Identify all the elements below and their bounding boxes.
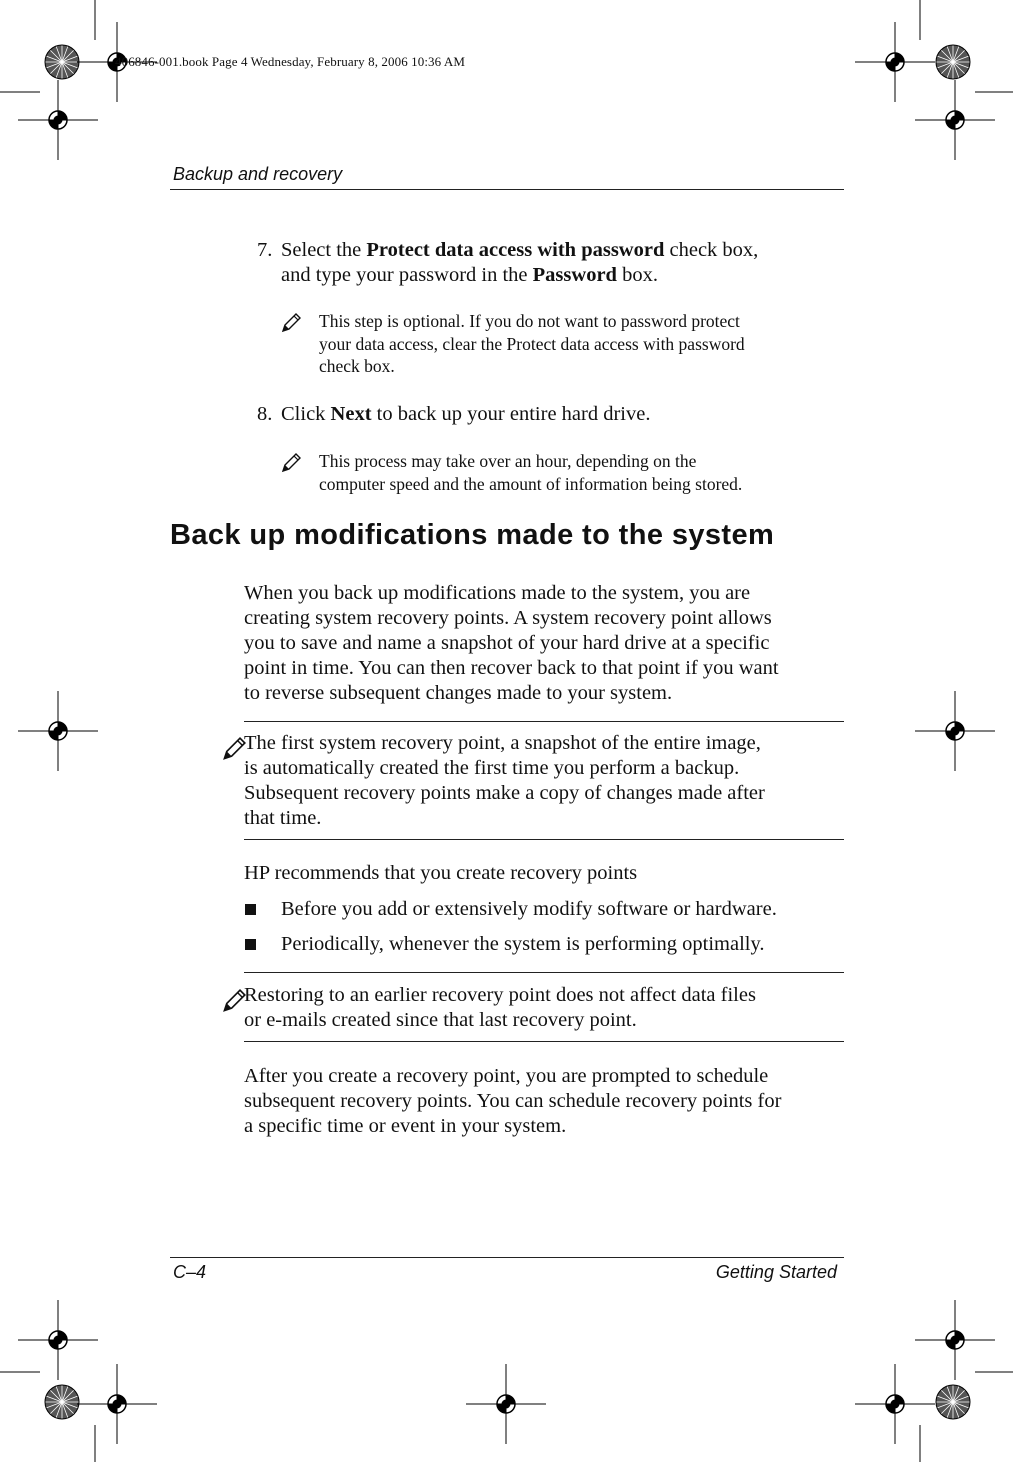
print-slug: 406846-001.book Page 4 Wednesday, February 8, 2006 10:36 AM xyxy=(115,54,466,69)
footer-rule xyxy=(170,1257,844,1258)
bullet-marker xyxy=(245,939,256,950)
pencil-note-icon xyxy=(222,737,246,761)
book-title: Getting Started xyxy=(715,1262,837,1282)
star-target-icon xyxy=(936,45,970,79)
registration-mark-icon xyxy=(855,22,935,102)
note-rule-bottom xyxy=(244,839,844,840)
pencil-note-icon xyxy=(281,453,301,473)
note-rule-top xyxy=(244,721,844,722)
registration-mark-icon xyxy=(855,1364,935,1444)
registration-mark-icon xyxy=(77,1364,157,1444)
running-head: Backup and recovery xyxy=(173,164,343,184)
registration-mark-icon xyxy=(915,1300,995,1380)
ui-label-next: Next xyxy=(330,403,372,425)
header-rule xyxy=(170,189,844,190)
star-target-icon xyxy=(45,1385,79,1419)
registration-mark-icon xyxy=(18,691,98,771)
recommend-intro: HP recommends that you create recovery points xyxy=(244,862,638,884)
step-7: 7. Select the Protect data access with password check box, and type your password in the Password box. xyxy=(257,239,759,286)
note-restoring: Restoring to an earlier recovery point does not affect data files or e-mails created since that last recovery point. xyxy=(244,984,756,1031)
step-7-note: This step is optional. If you do not want to password protect your data access, clear the Protect data access with password check box. xyxy=(319,311,745,376)
ui-label-password: Password xyxy=(532,264,617,286)
intro-paragraph: When you back up modifications made to the system, you are creating system recovery points. A system recovery point allows you to save and name a snapshot of your hard drive at a specific point in time. You can then recover back to that point if you want to reverse subsequent changes made to your system. xyxy=(244,582,779,704)
section-title: Back up modifications made to the system xyxy=(170,519,775,551)
star-target-icon xyxy=(936,1385,970,1419)
step-8: 8. Click Next to back up your entire hard drive. xyxy=(257,403,651,425)
step-number: 7. xyxy=(257,239,273,261)
bullet-item: Periodically, whenever the system is performing optimally. xyxy=(281,933,765,955)
pencil-note-icon xyxy=(222,989,246,1013)
registration-mark-icon xyxy=(466,1364,546,1444)
bullet-marker xyxy=(245,904,256,915)
pencil-note-icon xyxy=(281,313,301,333)
star-target-icon xyxy=(45,45,79,79)
note-first-recovery-point: The first system recovery point, a snapshot of the entire image, is automatically created the first time you perform a backup. Subsequent recovery points make a copy of changes made after that time. xyxy=(244,732,765,829)
note-rule-bottom xyxy=(244,1041,844,1042)
note-rule-top xyxy=(244,972,844,973)
step-8-note: This process may take over an hour, depending on the computer speed and the amount of information being stored. xyxy=(319,451,743,494)
registration-mark-icon xyxy=(915,691,995,771)
ui-label-protect-data: Protect data access with password xyxy=(366,239,665,261)
page-number: C–4 xyxy=(173,1262,207,1282)
registration-mark-icon xyxy=(18,1300,98,1380)
step-number: 8. xyxy=(257,403,273,425)
closing-paragraph: After you create a recovery point, you are prompted to schedule subsequent recovery points. You can schedule recovery points for a specific time or event in your system. xyxy=(244,1065,782,1137)
bullet-item: Before you add or extensively modify software or hardware. xyxy=(281,898,777,920)
